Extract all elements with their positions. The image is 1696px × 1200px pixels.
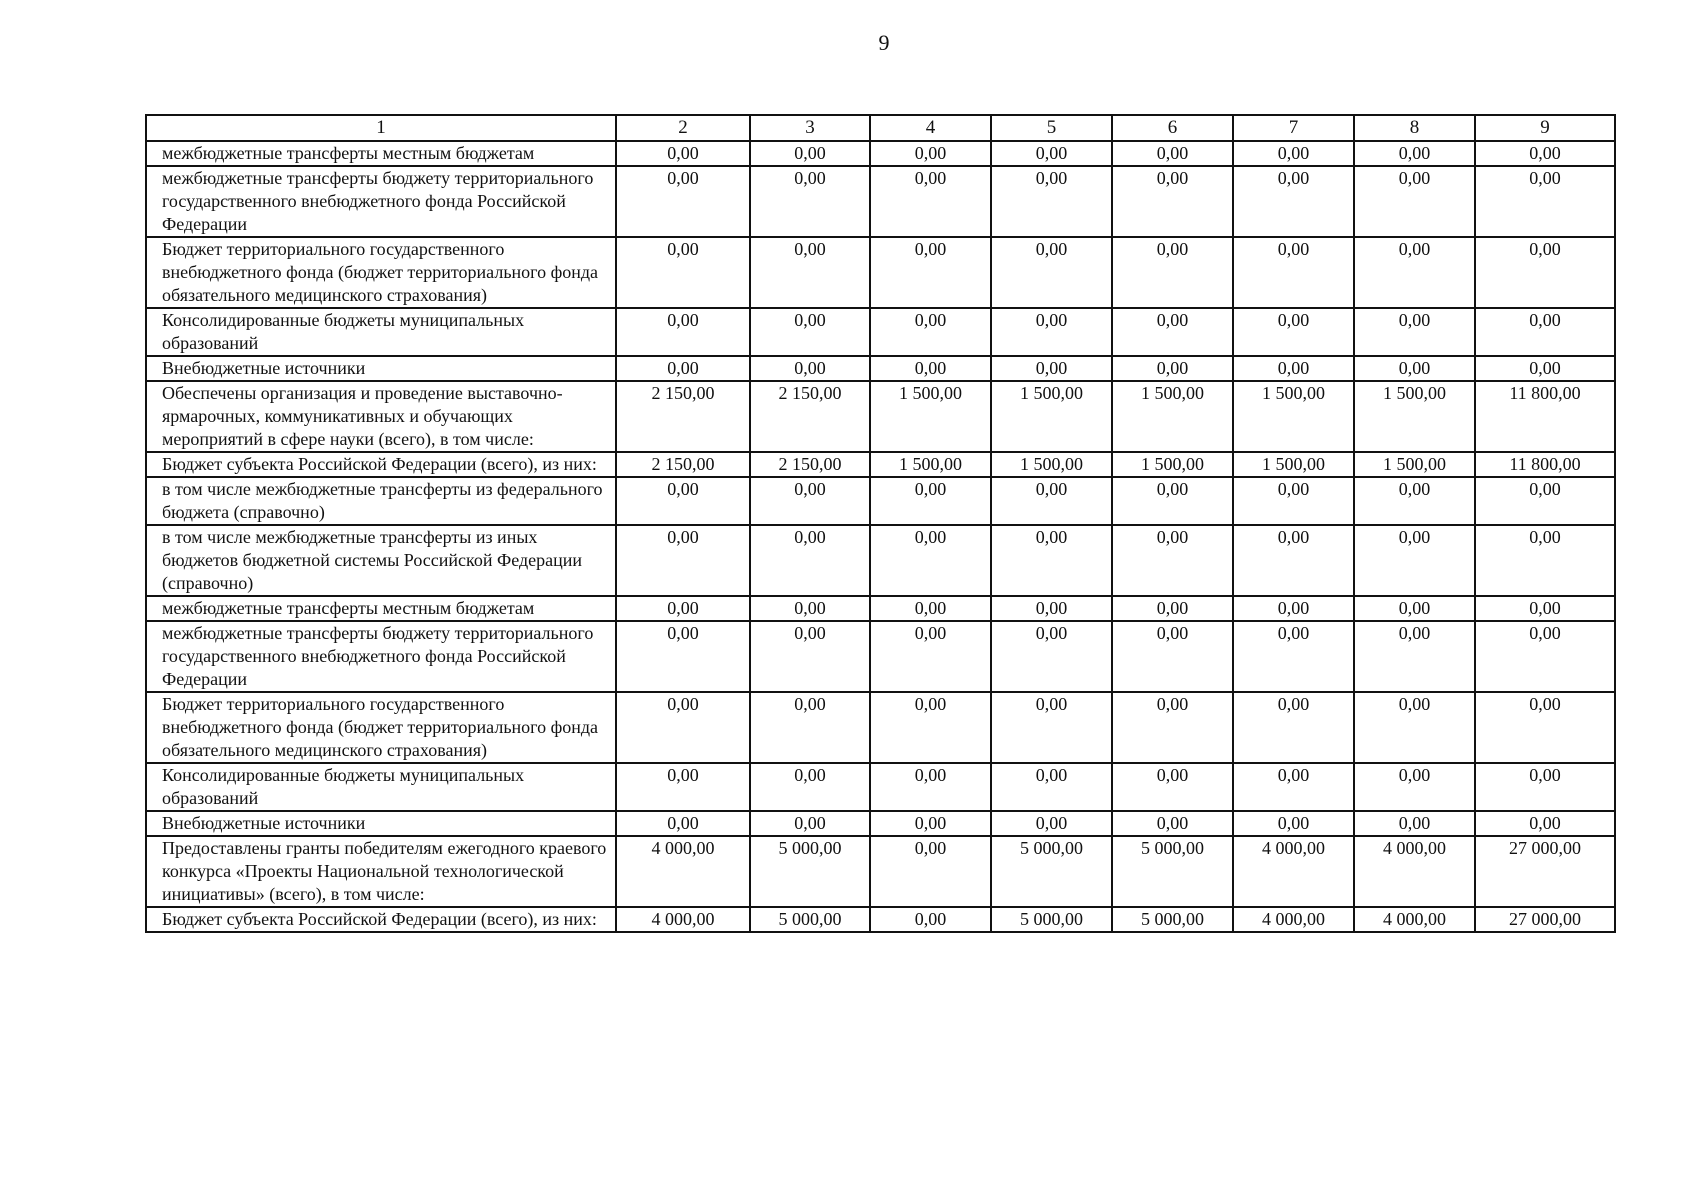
row-value: 1 500,00 bbox=[1112, 452, 1233, 477]
table-row bbox=[146, 381, 1615, 452]
table-row bbox=[146, 237, 1615, 308]
row-value: 0,00 bbox=[750, 141, 870, 166]
row-value: 11 800,00 bbox=[1475, 381, 1615, 452]
row-value: 0,00 bbox=[1475, 621, 1615, 692]
row-value: 1 500,00 bbox=[991, 452, 1112, 477]
header-row bbox=[146, 115, 1615, 141]
row-label: межбюджетные трансферты местным бюджетам bbox=[146, 141, 616, 166]
row-value: 0,00 bbox=[1233, 763, 1354, 811]
row-value: 0,00 bbox=[870, 763, 991, 811]
row-label: Консолидированные бюджеты муниципальных образований bbox=[146, 308, 616, 356]
table-row bbox=[146, 308, 1615, 356]
row-value: 0,00 bbox=[1112, 596, 1233, 621]
row-value: 0,00 bbox=[1233, 596, 1354, 621]
budget-table bbox=[145, 114, 1616, 933]
row-value: 0,00 bbox=[870, 237, 991, 308]
table-row bbox=[146, 525, 1615, 596]
row-value: 0,00 bbox=[870, 907, 991, 932]
row-value: 0,00 bbox=[870, 477, 991, 525]
row-label: Внебюджетные источники bbox=[146, 811, 616, 836]
table-row bbox=[146, 907, 1615, 932]
row-label: Внебюджетные источники bbox=[146, 356, 616, 381]
row-value: 0,00 bbox=[1354, 811, 1475, 836]
row-value: 0,00 bbox=[616, 477, 750, 525]
row-value: 2 150,00 bbox=[616, 381, 750, 452]
row-value: 0,00 bbox=[616, 525, 750, 596]
row-value: 4 000,00 bbox=[1354, 907, 1475, 932]
row-value: 0,00 bbox=[1475, 356, 1615, 381]
column-header: 3 bbox=[750, 115, 870, 141]
row-value: 0,00 bbox=[1475, 763, 1615, 811]
row-value: 0,00 bbox=[1112, 692, 1233, 763]
row-value: 0,00 bbox=[616, 308, 750, 356]
row-value: 0,00 bbox=[1233, 141, 1354, 166]
row-label: Консолидированные бюджеты муниципальных образований bbox=[146, 763, 616, 811]
row-value: 0,00 bbox=[1233, 356, 1354, 381]
row-value: 0,00 bbox=[1112, 811, 1233, 836]
row-value: 0,00 bbox=[1233, 811, 1354, 836]
row-value: 0,00 bbox=[991, 308, 1112, 356]
row-value: 5 000,00 bbox=[1112, 836, 1233, 907]
column-header: 5 bbox=[991, 115, 1112, 141]
row-value: 0,00 bbox=[750, 166, 870, 237]
row-value: 4 000,00 bbox=[616, 907, 750, 932]
row-value: 0,00 bbox=[1354, 525, 1475, 596]
row-value: 0,00 bbox=[1475, 237, 1615, 308]
row-value: 5 000,00 bbox=[750, 907, 870, 932]
row-value: 4 000,00 bbox=[1233, 907, 1354, 932]
row-value: 0,00 bbox=[991, 763, 1112, 811]
row-value: 0,00 bbox=[750, 621, 870, 692]
row-value: 0,00 bbox=[1233, 237, 1354, 308]
table-row bbox=[146, 166, 1615, 237]
row-value: 1 500,00 bbox=[870, 452, 991, 477]
row-value: 5 000,00 bbox=[991, 907, 1112, 932]
column-header: 2 bbox=[616, 115, 750, 141]
row-value: 0,00 bbox=[870, 811, 991, 836]
row-value: 0,00 bbox=[750, 237, 870, 308]
row-value: 0,00 bbox=[1475, 477, 1615, 525]
row-label: в том числе межбюджетные трансферты из федерального бюджета (справочно) bbox=[146, 477, 616, 525]
table-row bbox=[146, 596, 1615, 621]
table-row bbox=[146, 692, 1615, 763]
row-value: 0,00 bbox=[1354, 141, 1475, 166]
row-value: 0,00 bbox=[616, 811, 750, 836]
table-row bbox=[146, 452, 1615, 477]
row-value: 0,00 bbox=[870, 525, 991, 596]
row-value: 0,00 bbox=[870, 356, 991, 381]
row-value: 0,00 bbox=[870, 166, 991, 237]
row-value: 0,00 bbox=[991, 621, 1112, 692]
row-value: 2 150,00 bbox=[750, 381, 870, 452]
row-value: 1 500,00 bbox=[1233, 452, 1354, 477]
row-value: 0,00 bbox=[1233, 621, 1354, 692]
row-value: 0,00 bbox=[870, 621, 991, 692]
table-row bbox=[146, 836, 1615, 907]
row-value: 0,00 bbox=[616, 763, 750, 811]
row-value: 0,00 bbox=[991, 477, 1112, 525]
column-header: 4 bbox=[870, 115, 991, 141]
row-value: 4 000,00 bbox=[616, 836, 750, 907]
row-value: 5 000,00 bbox=[750, 836, 870, 907]
row-value: 0,00 bbox=[616, 166, 750, 237]
row-value: 0,00 bbox=[750, 692, 870, 763]
row-value: 4 000,00 bbox=[1354, 836, 1475, 907]
column-header: 7 bbox=[1233, 115, 1354, 141]
row-value: 0,00 bbox=[750, 356, 870, 381]
row-value: 0,00 bbox=[991, 237, 1112, 308]
row-value: 0,00 bbox=[750, 596, 870, 621]
row-value: 0,00 bbox=[870, 308, 991, 356]
row-value: 0,00 bbox=[1354, 596, 1475, 621]
row-value: 0,00 bbox=[1112, 237, 1233, 308]
row-value: 1 500,00 bbox=[870, 381, 991, 452]
row-value: 0,00 bbox=[1233, 166, 1354, 237]
table-row bbox=[146, 141, 1615, 166]
row-value: 1 500,00 bbox=[1354, 381, 1475, 452]
table-body bbox=[146, 141, 1615, 932]
table-row bbox=[146, 621, 1615, 692]
row-value: 27 000,00 bbox=[1475, 836, 1615, 907]
row-value: 0,00 bbox=[870, 692, 991, 763]
row-value: 0,00 bbox=[870, 836, 991, 907]
row-label: межбюджетные трансферты бюджету территориального государственного внебюджетного фонда Российской Федерации bbox=[146, 166, 616, 237]
row-value: 0,00 bbox=[1475, 166, 1615, 237]
row-label: в том числе межбюджетные трансферты из иных бюджетов бюджетной системы Российской Федерации (справочно) bbox=[146, 525, 616, 596]
row-value: 2 150,00 bbox=[616, 452, 750, 477]
row-value: 2 150,00 bbox=[750, 452, 870, 477]
row-value: 0,00 bbox=[750, 811, 870, 836]
row-value: 0,00 bbox=[1112, 525, 1233, 596]
row-value: 0,00 bbox=[870, 596, 991, 621]
row-value: 0,00 bbox=[1354, 477, 1475, 525]
row-value: 5 000,00 bbox=[991, 836, 1112, 907]
row-value: 0,00 bbox=[991, 692, 1112, 763]
row-label: Бюджет территориального государственного внебюджетного фонда (бюджет территориального фонда обязательного медицинского страхования) bbox=[146, 692, 616, 763]
row-value: 0,00 bbox=[1233, 477, 1354, 525]
table-row bbox=[146, 811, 1615, 836]
row-value: 1 500,00 bbox=[1112, 381, 1233, 452]
row-value: 5 000,00 bbox=[1112, 907, 1233, 932]
row-value: 1 500,00 bbox=[1354, 452, 1475, 477]
row-value: 0,00 bbox=[1112, 356, 1233, 381]
column-header: 1 bbox=[146, 115, 616, 141]
row-value: 0,00 bbox=[1112, 477, 1233, 525]
row-label: Бюджет субъекта Российской Федерации (всего), из них: bbox=[146, 907, 616, 932]
column-header: 8 bbox=[1354, 115, 1475, 141]
row-value: 0,00 bbox=[1233, 692, 1354, 763]
row-label: межбюджетные трансферты местным бюджетам bbox=[146, 596, 616, 621]
row-value: 0,00 bbox=[1112, 763, 1233, 811]
row-value: 0,00 bbox=[991, 141, 1112, 166]
row-value: 0,00 bbox=[991, 356, 1112, 381]
row-value: 0,00 bbox=[870, 141, 991, 166]
row-value: 0,00 bbox=[1354, 763, 1475, 811]
row-value: 0,00 bbox=[1112, 141, 1233, 166]
row-value: 0,00 bbox=[1475, 525, 1615, 596]
column-header: 9 bbox=[1475, 115, 1615, 141]
row-value: 0,00 bbox=[750, 763, 870, 811]
row-value: 11 800,00 bbox=[1475, 452, 1615, 477]
row-value: 0,00 bbox=[991, 166, 1112, 237]
table-row bbox=[146, 477, 1615, 525]
row-value: 0,00 bbox=[616, 356, 750, 381]
row-value: 0,00 bbox=[616, 237, 750, 308]
row-value: 0,00 bbox=[1354, 237, 1475, 308]
row-value: 0,00 bbox=[1354, 356, 1475, 381]
row-value: 0,00 bbox=[1475, 141, 1615, 166]
row-value: 0,00 bbox=[1112, 166, 1233, 237]
column-header: 6 bbox=[1112, 115, 1233, 141]
row-value: 0,00 bbox=[991, 525, 1112, 596]
row-value: 0,00 bbox=[616, 596, 750, 621]
row-value: 0,00 bbox=[616, 621, 750, 692]
row-value: 4 000,00 bbox=[1233, 836, 1354, 907]
row-value: 1 500,00 bbox=[991, 381, 1112, 452]
row-value: 0,00 bbox=[616, 141, 750, 166]
row-value: 0,00 bbox=[616, 692, 750, 763]
row-value: 0,00 bbox=[1475, 596, 1615, 621]
table-row bbox=[146, 356, 1615, 381]
row-value: 0,00 bbox=[750, 477, 870, 525]
row-value: 0,00 bbox=[1475, 811, 1615, 836]
row-value: 0,00 bbox=[1354, 166, 1475, 237]
table-row bbox=[146, 763, 1615, 811]
page-number: 9 bbox=[878, 30, 890, 55]
row-value: 0,00 bbox=[1233, 525, 1354, 596]
row-value: 1 500,00 bbox=[1233, 381, 1354, 452]
row-label: межбюджетные трансферты бюджету территориального государственного внебюджетного фонда Российской Федерации bbox=[146, 621, 616, 692]
row-value: 0,00 bbox=[1475, 308, 1615, 356]
row-value: 0,00 bbox=[1112, 621, 1233, 692]
row-value: 0,00 bbox=[991, 596, 1112, 621]
row-value: 0,00 bbox=[1354, 692, 1475, 763]
row-value: 27 000,00 bbox=[1475, 907, 1615, 932]
row-value: 0,00 bbox=[1354, 621, 1475, 692]
row-value: 0,00 bbox=[1233, 308, 1354, 356]
row-value: 0,00 bbox=[750, 308, 870, 356]
row-value: 0,00 bbox=[1354, 308, 1475, 356]
row-label: Бюджет территориального государственного внебюджетного фонда (бюджет территориального фонда обязательного медицинского страхования) bbox=[146, 237, 616, 308]
row-label: Предоставлены гранты победителям ежегодного краевого конкурса «Проекты Национальной технологической инициативы» (всего), в том числе: bbox=[146, 836, 616, 907]
row-value: 0,00 bbox=[1475, 692, 1615, 763]
row-value: 0,00 bbox=[750, 525, 870, 596]
row-value: 0,00 bbox=[991, 811, 1112, 836]
row-label: Обеспечены организация и проведение выставочно-ярмарочных, коммуникативных и обучающих мероприятий в сфере науки (всего), в том числе: bbox=[146, 381, 616, 452]
row-value: 0,00 bbox=[1112, 308, 1233, 356]
row-label: Бюджет субъекта Российской Федерации (всего), из них: bbox=[146, 452, 616, 477]
